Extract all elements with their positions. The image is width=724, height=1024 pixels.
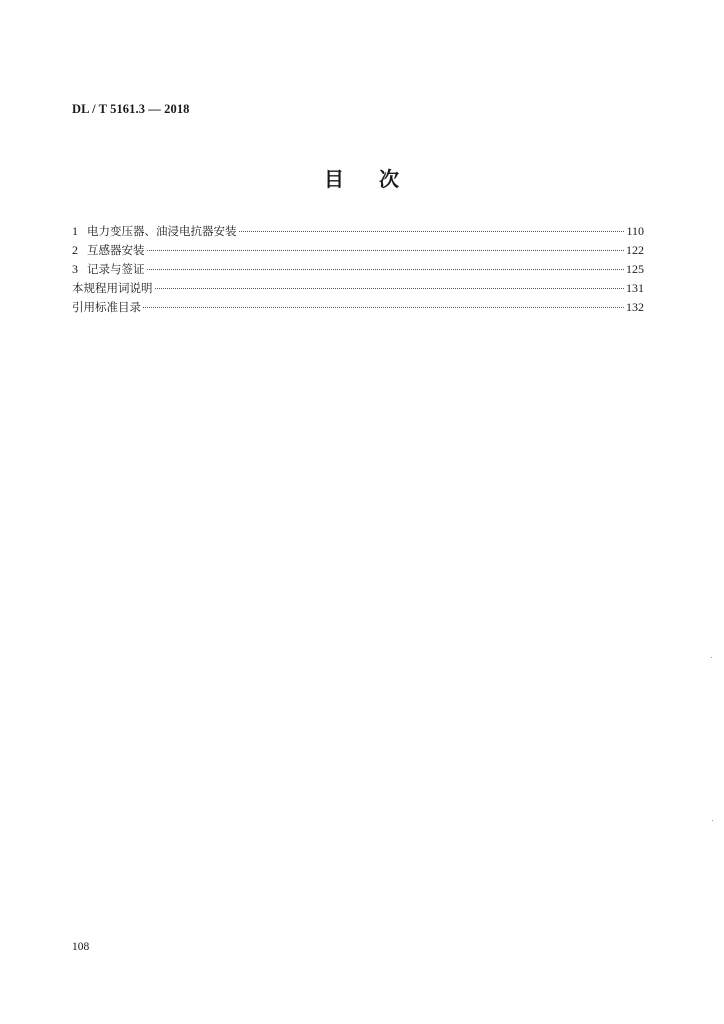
toc-title-part1: 目 bbox=[324, 167, 345, 191]
scan-speck bbox=[712, 820, 713, 821]
toc-entry-page: 131 bbox=[626, 281, 644, 295]
toc-entry-label: 电力变压器、油浸电抗器安装 bbox=[87, 224, 237, 238]
standard-code: DL / T 5161.3 — 2018 bbox=[72, 102, 190, 116]
table-of-contents bbox=[72, 222, 644, 317]
toc-leader-dots bbox=[147, 269, 625, 270]
toc-entry-label: 引用标准目录 bbox=[72, 300, 141, 314]
toc-entry-number: 3 bbox=[72, 262, 78, 276]
toc-entry[interactable] bbox=[72, 260, 644, 279]
toc-leader-dots bbox=[143, 307, 624, 308]
toc-entry-page: 125 bbox=[626, 262, 644, 276]
page-number: 108 bbox=[72, 941, 90, 953]
toc-entry[interactable] bbox=[72, 241, 644, 260]
toc-entry-label: 本规程用词说明 bbox=[72, 281, 153, 295]
toc-entry[interactable] bbox=[72, 298, 644, 317]
toc-entry[interactable] bbox=[72, 222, 644, 241]
toc-leader-dots bbox=[239, 231, 625, 232]
toc-entry-label: 记录与签证 bbox=[87, 262, 145, 276]
toc-title-part2: 次 bbox=[379, 167, 400, 191]
toc-entry[interactable] bbox=[72, 279, 644, 298]
toc-entry-page: 132 bbox=[626, 300, 644, 314]
toc-leader-dots bbox=[147, 250, 625, 251]
toc-entry-label: 互感器安装 bbox=[87, 243, 145, 257]
toc-entry-number: 1 bbox=[72, 224, 78, 238]
toc-title bbox=[0, 163, 724, 192]
scan-speck bbox=[711, 657, 712, 658]
toc-leader-dots bbox=[155, 288, 625, 289]
toc-entry-page: 122 bbox=[626, 243, 644, 257]
toc-entry-page: 110 bbox=[626, 224, 644, 238]
toc-entry-number: 2 bbox=[72, 243, 78, 257]
